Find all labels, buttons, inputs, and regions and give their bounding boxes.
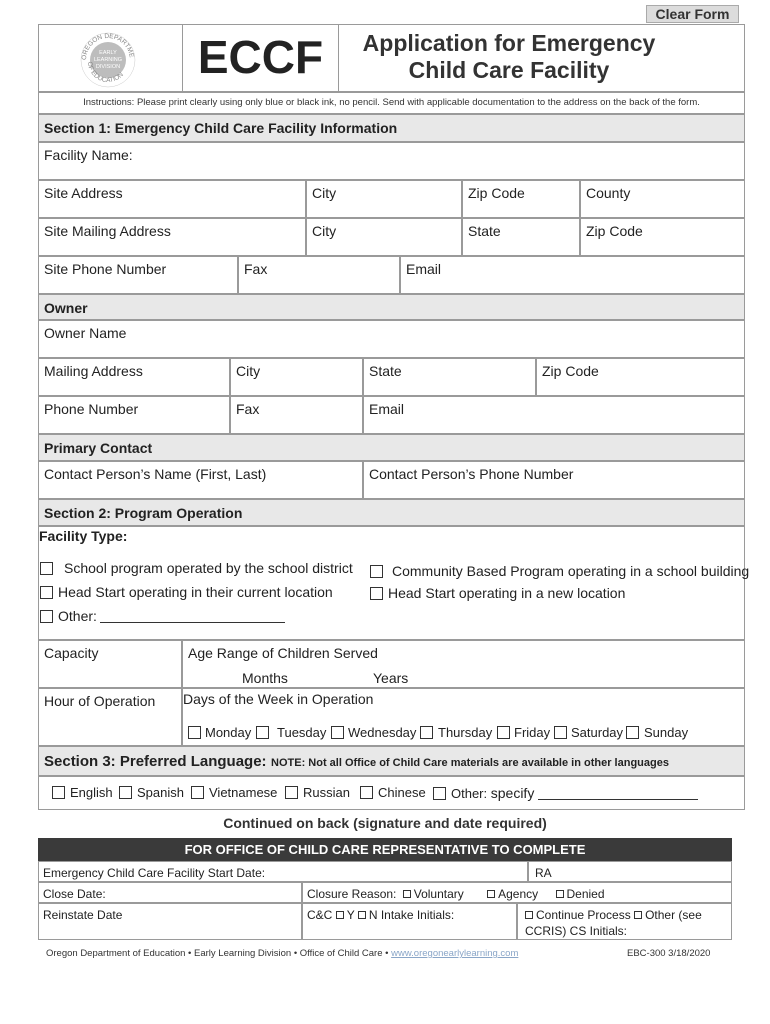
n-intake-label: N Intake Initials: — [368, 908, 455, 922]
community-based-label: Community Based Program operating in a school building — [392, 563, 750, 579]
denied-checkbox[interactable] — [556, 890, 564, 898]
other-language-checkbox[interactable] — [433, 787, 446, 800]
vietnamese-checkbox[interactable] — [191, 786, 204, 799]
age-range-field[interactable]: Age Range of Children Served — [182, 640, 745, 688]
chinese-label: Chinese — [378, 785, 426, 800]
continue-process-field — [517, 903, 732, 940]
agency-label: Agency — [498, 887, 539, 901]
other-see-label: Other (see — [645, 908, 702, 922]
option-community-based[interactable] — [370, 563, 749, 579]
site-mailing-state-field[interactable]: State — [462, 218, 580, 256]
community-based-checkbox[interactable] — [370, 565, 383, 578]
english-label: English — [70, 785, 113, 800]
form-id: EBC-300 3/18/2020 — [627, 948, 711, 959]
contact-phone-field[interactable]: Contact Person’s Phone Number — [363, 461, 745, 499]
site-mailing-address-field[interactable]: Site Mailing Address — [38, 218, 306, 256]
capacity-field[interactable]: Capacity — [38, 640, 182, 688]
site-county-field[interactable]: County — [580, 180, 745, 218]
school-program-checkbox[interactable] — [40, 562, 53, 575]
owner-city-field[interactable]: City — [230, 358, 363, 396]
facility-type-label: Facility Type: — [39, 528, 128, 544]
section3-title: Section 3: Preferred Language: — [44, 753, 267, 770]
wednesday-checkbox[interactable] — [331, 726, 344, 739]
owner-phone-field[interactable]: Phone Number — [38, 396, 230, 434]
day-wednesday[interactable] — [331, 725, 416, 740]
continued-note: Continued on back (signature and date required) — [223, 815, 547, 831]
lang-vietnamese[interactable] — [191, 785, 277, 800]
day-tuesday[interactable] — [256, 725, 326, 740]
ra-field[interactable]: RA — [528, 861, 732, 882]
section3-note: NOTE: Not all Office of Child Care materials are available in other languages — [271, 757, 669, 769]
section1-title: Section 1: Emergency Child Care Facility Information — [38, 114, 745, 142]
wednesday-label: Wednesday — [348, 725, 417, 740]
option-headstart-current[interactable] — [40, 584, 333, 600]
lang-spanish[interactable] — [119, 785, 184, 800]
owner-title: Owner — [38, 294, 745, 320]
logo-line-1: EARLY — [99, 50, 117, 56]
agency-checkbox[interactable] — [487, 890, 495, 898]
owner-fax-field[interactable]: Fax — [230, 396, 363, 434]
days-of-week-field: Days of the Week in Operation — [182, 688, 745, 746]
day-sunday[interactable] — [626, 725, 688, 740]
monday-label: Monday — [205, 725, 252, 740]
years-label: Years — [373, 670, 409, 686]
logo-line-3: DIVISION — [95, 64, 121, 70]
logo-line-2: LEARNING — [93, 57, 123, 63]
day-friday[interactable] — [497, 725, 550, 740]
specify-input-line[interactable] — [538, 799, 698, 800]
facility-name-field[interactable]: Facility Name: — [38, 142, 745, 180]
logo-arc-top: OREGON DEPARTME — [80, 32, 135, 61]
other-see-checkbox[interactable] — [634, 911, 642, 919]
headstart-new-label: Head Start operating in a new location — [388, 585, 626, 601]
closure-reason-label: Closure Reason: — [307, 887, 397, 901]
day-thursday[interactable] — [420, 725, 492, 740]
denied-label: Denied — [566, 887, 605, 901]
footer-text: Oregon Department of Education • Early Learning Division • Office of Child Care • — [46, 948, 389, 959]
y-checkbox[interactable] — [336, 911, 344, 919]
headstart-current-label: Head Start operating in their current location — [58, 584, 333, 600]
closure-reason-field — [302, 882, 732, 903]
russian-label: Russian — [303, 785, 350, 800]
continue-process-label: Continue Process — [536, 908, 631, 922]
owner-email-field[interactable]: Email — [363, 396, 745, 434]
owner-name-field[interactable]: Owner Name — [38, 320, 745, 358]
english-checkbox[interactable] — [52, 786, 65, 799]
other-input-line[interactable] — [100, 622, 285, 623]
instructions: Instructions: Please print clearly using only blue or black ink, no pencil. Send with applicable documentation to the address on the back of the form. — [38, 92, 745, 114]
sunday-checkbox[interactable] — [626, 726, 639, 739]
sunday-label: Sunday — [644, 725, 689, 740]
chinese-checkbox[interactable] — [360, 786, 373, 799]
friday-label: Friday — [514, 725, 551, 740]
logo-arc-bottom: OF EDUCATION — [85, 61, 125, 85]
school-program-label: School program operated by the school district — [64, 560, 353, 576]
ccris-label: CCRIS) CS Initials: — [525, 924, 628, 938]
saturday-label: Saturday — [571, 725, 624, 740]
form-code: ECCF — [197, 31, 324, 83]
thursday-label: Thursday — [438, 725, 493, 740]
friday-checkbox[interactable] — [497, 726, 510, 739]
primary-contact-title: Primary Contact — [38, 434, 745, 461]
n-checkbox[interactable] — [358, 911, 366, 919]
intake-field — [302, 903, 517, 940]
headstart-new-checkbox[interactable] — [370, 587, 383, 600]
headstart-current-checkbox[interactable] — [40, 586, 53, 599]
close-date-field[interactable]: Close Date: — [38, 882, 302, 903]
section3-header — [38, 746, 745, 776]
site-zip-field[interactable]: Zip Code — [462, 180, 580, 218]
other-label: Other: — [58, 608, 97, 624]
tuesday-checkbox[interactable] — [256, 726, 269, 739]
site-email-field[interactable]: Email — [400, 256, 745, 294]
reinstate-date-field[interactable]: Reinstate Date — [38, 903, 302, 940]
oregon-education-logo — [78, 30, 138, 90]
lang-english[interactable] — [52, 785, 113, 800]
other-checkbox[interactable] — [40, 610, 53, 623]
site-mailing-zip-field[interactable]: Zip Code — [580, 218, 745, 256]
footer — [46, 948, 518, 959]
russian-checkbox[interactable] — [285, 786, 298, 799]
option-other[interactable] — [40, 608, 285, 624]
lang-other[interactable] — [433, 785, 698, 801]
start-date-field[interactable]: Emergency Child Care Facility Start Date: — [38, 861, 528, 882]
specify-label: specify — [490, 785, 535, 801]
continue-process-checkbox[interactable] — [525, 911, 533, 919]
site-phone-field[interactable]: Site Phone Number — [38, 256, 238, 294]
vietnamese-label: Vietnamese — [209, 785, 278, 800]
day-saturday[interactable] — [554, 725, 623, 740]
spanish-checkbox[interactable] — [119, 786, 132, 799]
section2-title: Section 2: Program Operation — [38, 499, 745, 526]
voluntary-label: Voluntary — [413, 887, 464, 901]
option-school-program[interactable] — [40, 560, 353, 576]
months-label: Months — [242, 670, 288, 686]
lang-chinese[interactable] — [360, 785, 426, 800]
cc-label: C&C — [307, 908, 333, 922]
voluntary-checkbox[interactable] — [403, 890, 411, 898]
other-language-label: Other: — [451, 786, 488, 801]
site-fax-field[interactable]: Fax — [238, 256, 400, 294]
spanish-label: Spanish — [137, 785, 184, 800]
thursday-checkbox[interactable] — [420, 726, 433, 739]
saturday-checkbox[interactable] — [554, 726, 567, 739]
site-mailing-city-field[interactable]: City — [306, 218, 462, 256]
owner-zip-field[interactable]: Zip Code — [536, 358, 745, 396]
hours-of-operation-field[interactable]: Hour of Operation — [38, 688, 182, 746]
form-title-line1: Application for Emergency — [362, 30, 656, 56]
footer-link[interactable]: www.oregonearlylearning.com — [391, 948, 519, 959]
owner-mailing-address-field[interactable]: Mailing Address — [38, 358, 230, 396]
site-city-field[interactable]: City — [306, 180, 462, 218]
option-headstart-new[interactable] — [370, 585, 625, 601]
site-address-field[interactable]: Site Address — [38, 180, 306, 218]
monday-checkbox[interactable] — [188, 726, 201, 739]
y-label: Y — [346, 908, 355, 922]
office-header: FOR OFFICE OF CHILD CARE REPRESENTATIVE TO COMPLETE — [38, 838, 732, 861]
owner-state-field[interactable]: State — [363, 358, 536, 396]
clear-form-button[interactable]: Clear Form — [646, 5, 739, 23]
day-monday[interactable] — [188, 725, 251, 740]
form-title-line2: Child Care Facility — [408, 57, 610, 83]
lang-russian[interactable] — [285, 785, 350, 800]
contact-name-field[interactable]: Contact Person’s Name (First, Last) — [38, 461, 363, 499]
tuesday-label: Tuesday — [277, 725, 327, 740]
